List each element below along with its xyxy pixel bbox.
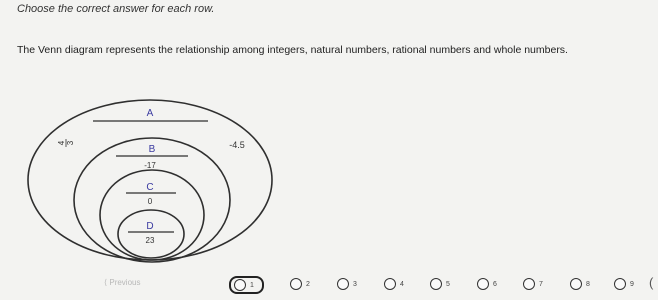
page-button-1[interactable] <box>229 276 264 294</box>
instruction-text: Choose the correct answer for each row. <box>17 3 215 15</box>
value-d: 23 <box>145 236 155 245</box>
radio-icon <box>570 278 582 290</box>
page-number: 1 <box>250 281 254 289</box>
page-number: 5 <box>446 280 450 288</box>
page-number: 7 <box>539 280 543 288</box>
radio-icon <box>477 278 489 290</box>
value-b: -17 <box>144 161 156 170</box>
radio-icon <box>523 278 535 290</box>
chevron-left-icon: ⟨ <box>104 278 108 287</box>
radio-icon <box>337 278 349 290</box>
radio-icon <box>234 279 246 291</box>
page-button-4[interactable] <box>384 277 404 291</box>
page-number: 2 <box>306 280 310 288</box>
pagination-bar <box>0 270 658 300</box>
page-button-5[interactable] <box>430 277 450 291</box>
page-number: 3 <box>353 280 357 288</box>
page-number: 9 <box>630 280 634 288</box>
radio-icon <box>384 278 396 290</box>
fraction-denominator: 3 <box>66 140 75 146</box>
page-button-9[interactable] <box>614 277 634 291</box>
page-button-6[interactable] <box>477 277 497 291</box>
page-button-7[interactable] <box>523 277 543 291</box>
radio-icon <box>614 278 626 290</box>
label-c: C <box>146 182 154 193</box>
value-c: 0 <box>147 197 153 206</box>
page-number: 6 <box>493 280 497 288</box>
page-button-8[interactable] <box>570 277 590 291</box>
label-b: B <box>148 144 156 155</box>
radio-icon <box>430 278 442 290</box>
previous-button[interactable] <box>104 278 140 287</box>
label-d: D <box>146 221 154 232</box>
label-a: A <box>146 108 154 119</box>
radio-icon <box>290 278 302 290</box>
question-text: The Venn diagram represents the relationship among integers, natural numbers, rational numbers and whole numbers. <box>17 44 568 56</box>
fraction-numerator: 4 <box>57 140 66 146</box>
page-button-2[interactable] <box>290 277 310 291</box>
page-button-3[interactable] <box>337 277 357 291</box>
ellipse-d <box>118 210 184 258</box>
value-neg-decimal: -4.5 <box>229 140 245 150</box>
page-number: 4 <box>400 280 404 288</box>
page-number: 8 <box>586 280 590 288</box>
previous-label: Previous <box>109 278 141 287</box>
fraction-four-thirds <box>57 139 75 147</box>
next-page-partial[interactable]: ( <box>649 275 654 290</box>
